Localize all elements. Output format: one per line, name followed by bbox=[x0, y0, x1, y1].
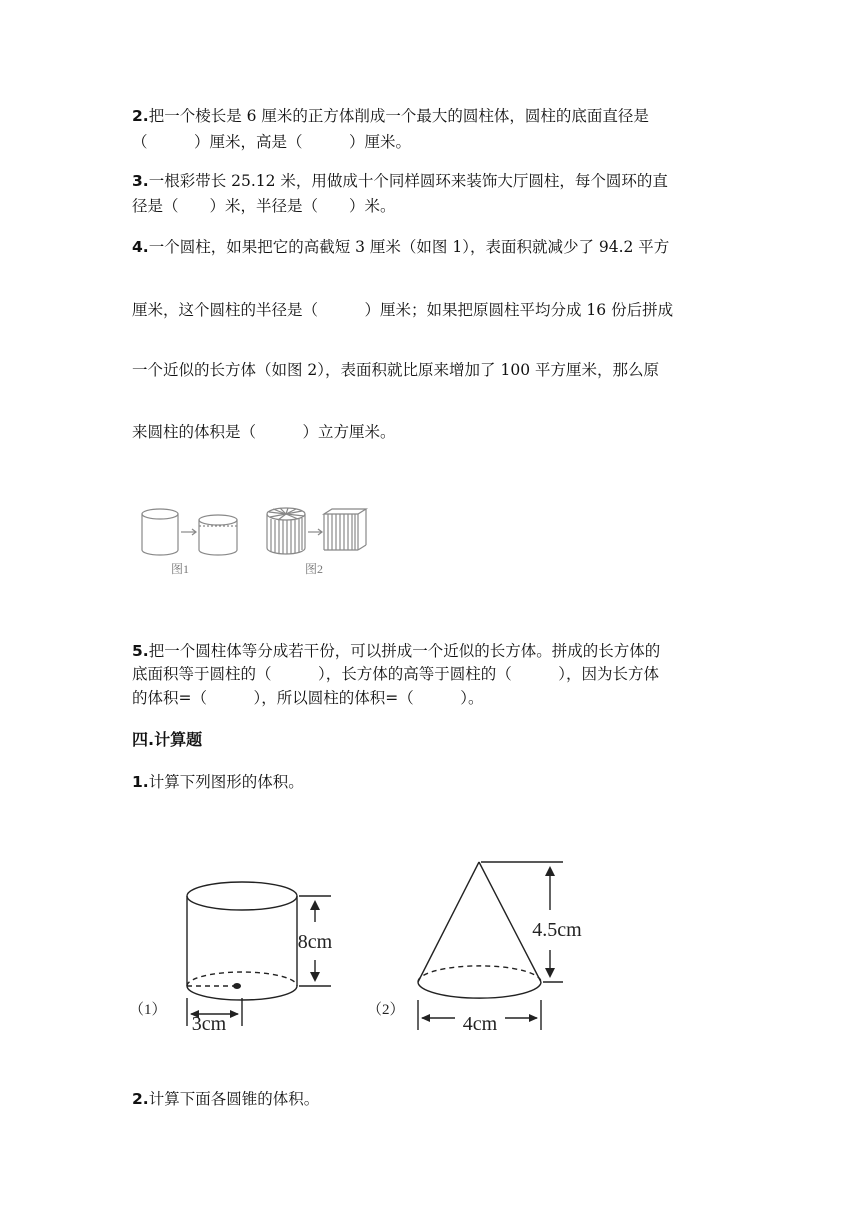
cylinder-figure bbox=[187, 882, 331, 1026]
q2-line-1 bbox=[132, 106, 649, 126]
calc1-number: 1. bbox=[132, 773, 149, 791]
q4-line-4: 来圆柱的体积是（ ）立方厘米。 bbox=[132, 423, 396, 441]
q3-number: 3. bbox=[132, 172, 149, 190]
q5-number: 5. bbox=[132, 642, 149, 660]
calc1-line bbox=[132, 772, 304, 792]
q4-line-3: 一个近似的长方体（如图 2），表面积就比原来增加了 100 平方厘米，那么原 bbox=[132, 361, 659, 379]
q5-text-1: 把一个圆柱体等分成若干份，可以拼成一个近似的长方体。拼成的长方体的 bbox=[148, 642, 661, 660]
figure-2-index: （2） bbox=[367, 1002, 405, 1018]
q4-figure bbox=[138, 500, 388, 580]
q4-text-1: 一个圆柱，如果把它的高截短 3 厘米（如图 1），表面积就减少了 94.2 平方 bbox=[148, 238, 670, 256]
q5-line-2: 底面积等于圆柱的（ ），长方体的高等于圆柱的（ ），因为长方体 bbox=[132, 665, 660, 683]
calc1-text: 计算下列图形的体积。 bbox=[148, 773, 304, 791]
q2-line-2: （ ）厘米，高是（ ）厘米。 bbox=[132, 133, 412, 151]
figure-1-index: （1） bbox=[129, 1002, 167, 1018]
q3-line-2: 径是（ ）米，半径是（ ）米。 bbox=[132, 197, 396, 215]
q4-line-1 bbox=[132, 237, 669, 257]
cone-figure bbox=[418, 862, 563, 1030]
calc2-line bbox=[132, 1089, 319, 1109]
q2-number: 2. bbox=[132, 107, 149, 125]
q3-text-1: 一根彩带长 25.12 米，用做成十个同样圆环来装饰大厅圆柱，每个圆环的直 bbox=[148, 172, 668, 190]
q4-fig2-label: 图2 bbox=[304, 562, 324, 576]
q5-line-1 bbox=[132, 641, 660, 661]
q4-fig1-label: 图1 bbox=[170, 562, 190, 576]
q3-line-1 bbox=[132, 171, 668, 191]
cone-diameter-label: 4cm bbox=[462, 1013, 498, 1035]
calc2-text: 计算下面各圆锥的体积。 bbox=[148, 1090, 320, 1108]
cylinder-radius-label: 3cm bbox=[191, 1013, 227, 1035]
cone-height-label: 4.5cm bbox=[532, 919, 582, 941]
calc2-number: 2. bbox=[132, 1090, 149, 1108]
q2-text-1: 把一个棱长是 6 厘米的正方体削成一个最大的圆柱体，圆柱的底面直径是 bbox=[148, 107, 649, 125]
q4-line-2: 厘米，这个圆柱的半径是（ ）厘米；如果把原圆柱平均分成 16 份后拼成 bbox=[132, 301, 674, 319]
q4-number: 4. bbox=[132, 238, 149, 256]
q5-line-3: 的体积=（ ），所以圆柱的体积=（ ）。 bbox=[132, 689, 484, 707]
cylinder-height-label: 8cm bbox=[297, 931, 333, 953]
calc1-figures bbox=[125, 850, 595, 1050]
section-heading: 四.计算题 bbox=[132, 730, 203, 749]
